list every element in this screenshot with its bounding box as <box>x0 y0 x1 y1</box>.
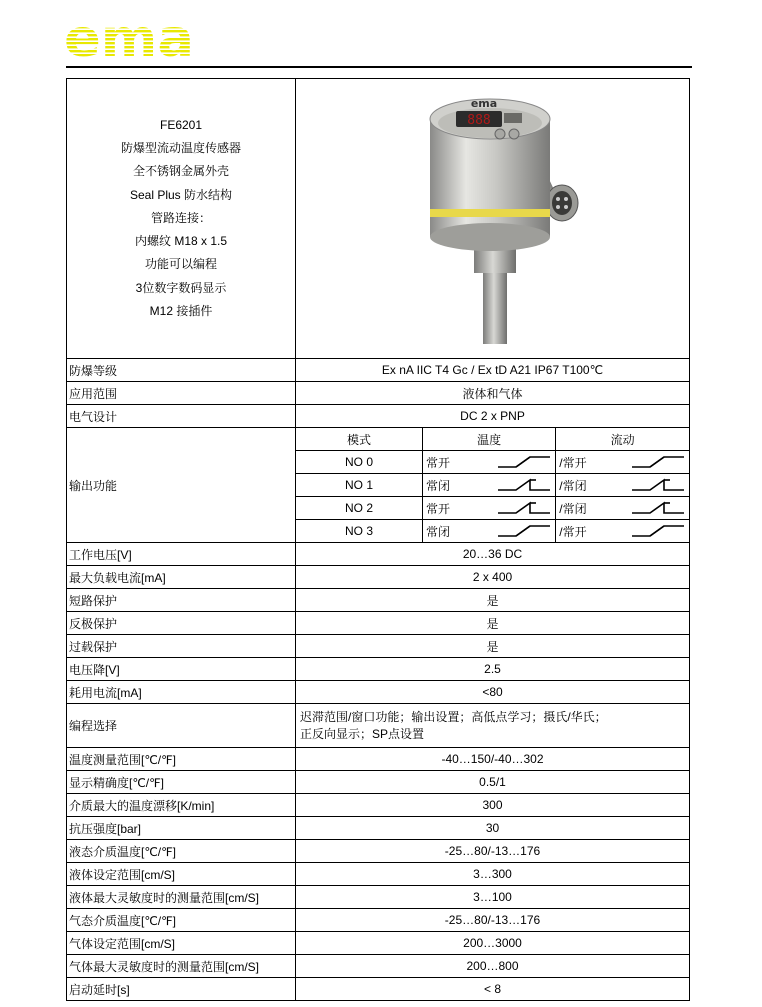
spec-label: 短路保护 <box>67 589 296 612</box>
feature-line: 内螺纹 M18 x 1.5 <box>134 234 228 249</box>
spec-value: 2 x 400 <box>296 566 690 589</box>
set-button-icon <box>495 129 505 139</box>
spec-row <box>67 566 690 589</box>
feature-line: 3位数字数码显示 <box>135 280 227 295</box>
flow-function: /常开 <box>559 455 587 470</box>
spec-value: 是 <box>296 635 690 658</box>
product-model: FE6201 <box>159 117 203 132</box>
spec-value: DC 2 x PNP <box>296 405 690 428</box>
output-function-row <box>67 428 690 543</box>
spec-value: -25…80/-13…176 <box>296 840 690 863</box>
spec-value: -25…80/-13…176 <box>296 909 690 932</box>
feature-line: 全不锈钢金属外壳 <box>132 164 229 179</box>
feature-line: 管路连接： <box>150 210 211 225</box>
spec-label: 气体设定范围[cm/S] <box>67 932 296 955</box>
spec-row <box>67 405 690 428</box>
spec-label: 抗压强度[bar] <box>67 817 296 840</box>
spec-label: 耗用电流[mA] <box>67 681 296 704</box>
spec-value: 300 <box>296 794 690 817</box>
spec-label: 液态介质温度[℃/℉] <box>67 840 296 863</box>
output-function-cell <box>296 428 690 543</box>
programming-row <box>67 704 690 748</box>
spec-label: 启动延时[s] <box>67 978 296 1001</box>
spec-row <box>67 589 690 612</box>
temp-function: 常开 <box>426 455 451 470</box>
temp-function: 常开 <box>426 501 451 516</box>
switch-symbol-icon <box>496 477 552 493</box>
product-description <box>67 79 296 359</box>
spec-row <box>67 978 690 1001</box>
feature-line: 功能可以编程 <box>144 257 217 272</box>
body-bottom <box>430 223 550 251</box>
spec-label: 防爆等级 <box>67 359 296 382</box>
spec-value: 0.5/1 <box>296 771 690 794</box>
switch-symbol-icon <box>496 523 552 539</box>
spec-row <box>67 543 690 566</box>
spec-row <box>67 909 690 932</box>
spec-value: 200…800 <box>296 955 690 978</box>
flow-function: /常闭 <box>559 478 587 493</box>
led-bar <box>504 113 522 123</box>
output-mode: NO 1 <box>296 474 423 497</box>
spec-label: 介质最大的温度漂移[K/min] <box>67 794 296 817</box>
photo-brand: ema <box>470 97 498 110</box>
spec-row <box>67 840 690 863</box>
programming-line: 迟滞范围/窗口功能；输出设置；高低点学习；摄氏/华氏； <box>300 709 607 724</box>
spec-row <box>67 794 690 817</box>
output-table <box>296 428 689 542</box>
temp-function: 常闭 <box>426 478 451 493</box>
feature-line: M12 接插件 <box>149 304 213 319</box>
programming-line: 正反向显示；SP点设置 <box>300 726 425 741</box>
switch-symbol-icon <box>496 500 552 516</box>
spec-value: <80 <box>296 681 690 704</box>
spec-row <box>67 382 690 405</box>
spec-table <box>66 78 690 1001</box>
spec-value: 200…3000 <box>296 932 690 955</box>
spec-row <box>67 955 690 978</box>
output-header-flow: 流动 <box>556 428 689 451</box>
switch-symbol-icon <box>630 523 686 539</box>
display-digits: 888 <box>467 113 491 128</box>
spec-label: 工作电压[V] <box>67 543 296 566</box>
spec-label: 液体设定范围[cm/S] <box>67 863 296 886</box>
spec-value: 3…300 <box>296 863 690 886</box>
flow-function: /常开 <box>559 524 587 539</box>
feature-line: Seal Plus 防水结构 <box>129 187 233 202</box>
header-rule <box>66 66 692 68</box>
switch-symbol-icon <box>630 477 686 493</box>
switch-symbol-icon <box>496 454 552 470</box>
spec-value: 3…100 <box>296 886 690 909</box>
switch-symbol-icon <box>630 500 686 516</box>
temp-function: 常闭 <box>426 524 451 539</box>
spec-label: 最大负载电流[mA] <box>67 566 296 589</box>
spec-row <box>67 635 690 658</box>
spec-row <box>67 886 690 909</box>
probe-stem <box>483 264 507 344</box>
spec-value: 是 <box>296 589 690 612</box>
spec-label: 温度测量范围[℃/℉] <box>67 748 296 771</box>
output-mode: NO 0 <box>296 451 423 474</box>
spec-value: 20…36 DC <box>296 543 690 566</box>
spec-label: 反极保护 <box>67 612 296 635</box>
spec-label: 编程选择 <box>67 704 296 748</box>
flow-function: /常闭 <box>559 501 587 516</box>
spec-row <box>67 863 690 886</box>
spec-label: 应用范围 <box>67 382 296 405</box>
output-mode: NO 2 <box>296 497 423 520</box>
output-mode: NO 3 <box>296 520 423 543</box>
spec-label: 气态介质温度[℃/℉] <box>67 909 296 932</box>
spec-row <box>67 817 690 840</box>
product-photo-cell <box>296 79 690 359</box>
yellow-ring <box>430 209 550 217</box>
spec-row <box>67 359 690 382</box>
spec-value: 2.5 <box>296 658 690 681</box>
spec-value: 是 <box>296 612 690 635</box>
programming-value <box>296 704 690 748</box>
feature-line: 防爆型流动温度传感器 <box>120 140 241 155</box>
product-photo <box>298 79 692 355</box>
spec-row <box>67 748 690 771</box>
spec-label: 气体最大灵敏度时的测量范围[cm/S] <box>67 955 296 978</box>
spec-label: 电压降[V] <box>67 658 296 681</box>
spec-value: 30 <box>296 817 690 840</box>
spec-row <box>67 932 690 955</box>
product-row <box>67 79 690 359</box>
spec-value: -40…150/-40…302 <box>296 748 690 771</box>
output-header-mode: 模式 <box>296 428 423 451</box>
spec-row <box>67 681 690 704</box>
spec-value: Ex nA IIC T4 Gc / Ex tD A21 IP67 T100℃ <box>296 359 690 382</box>
spec-label: 电气设计 <box>67 405 296 428</box>
spec-label: 过载保护 <box>67 635 296 658</box>
spec-row <box>67 771 690 794</box>
spec-row <box>67 612 690 635</box>
spec-label: 显示精确度[℃/℉] <box>67 771 296 794</box>
ema-logo <box>64 18 196 58</box>
spec-label: 液体最大灵敏度时的测量范围[cm/S] <box>67 886 296 909</box>
output-header-temp: 温度 <box>423 428 556 451</box>
switch-symbol-icon <box>630 454 686 470</box>
spec-row <box>67 658 690 681</box>
spec-value: 液体和气体 <box>296 382 690 405</box>
mode-button-icon <box>509 129 519 139</box>
output-function-label: 输出功能 <box>67 428 296 543</box>
logo-text: ema <box>64 18 194 58</box>
spec-value: < 8 <box>296 978 690 1001</box>
